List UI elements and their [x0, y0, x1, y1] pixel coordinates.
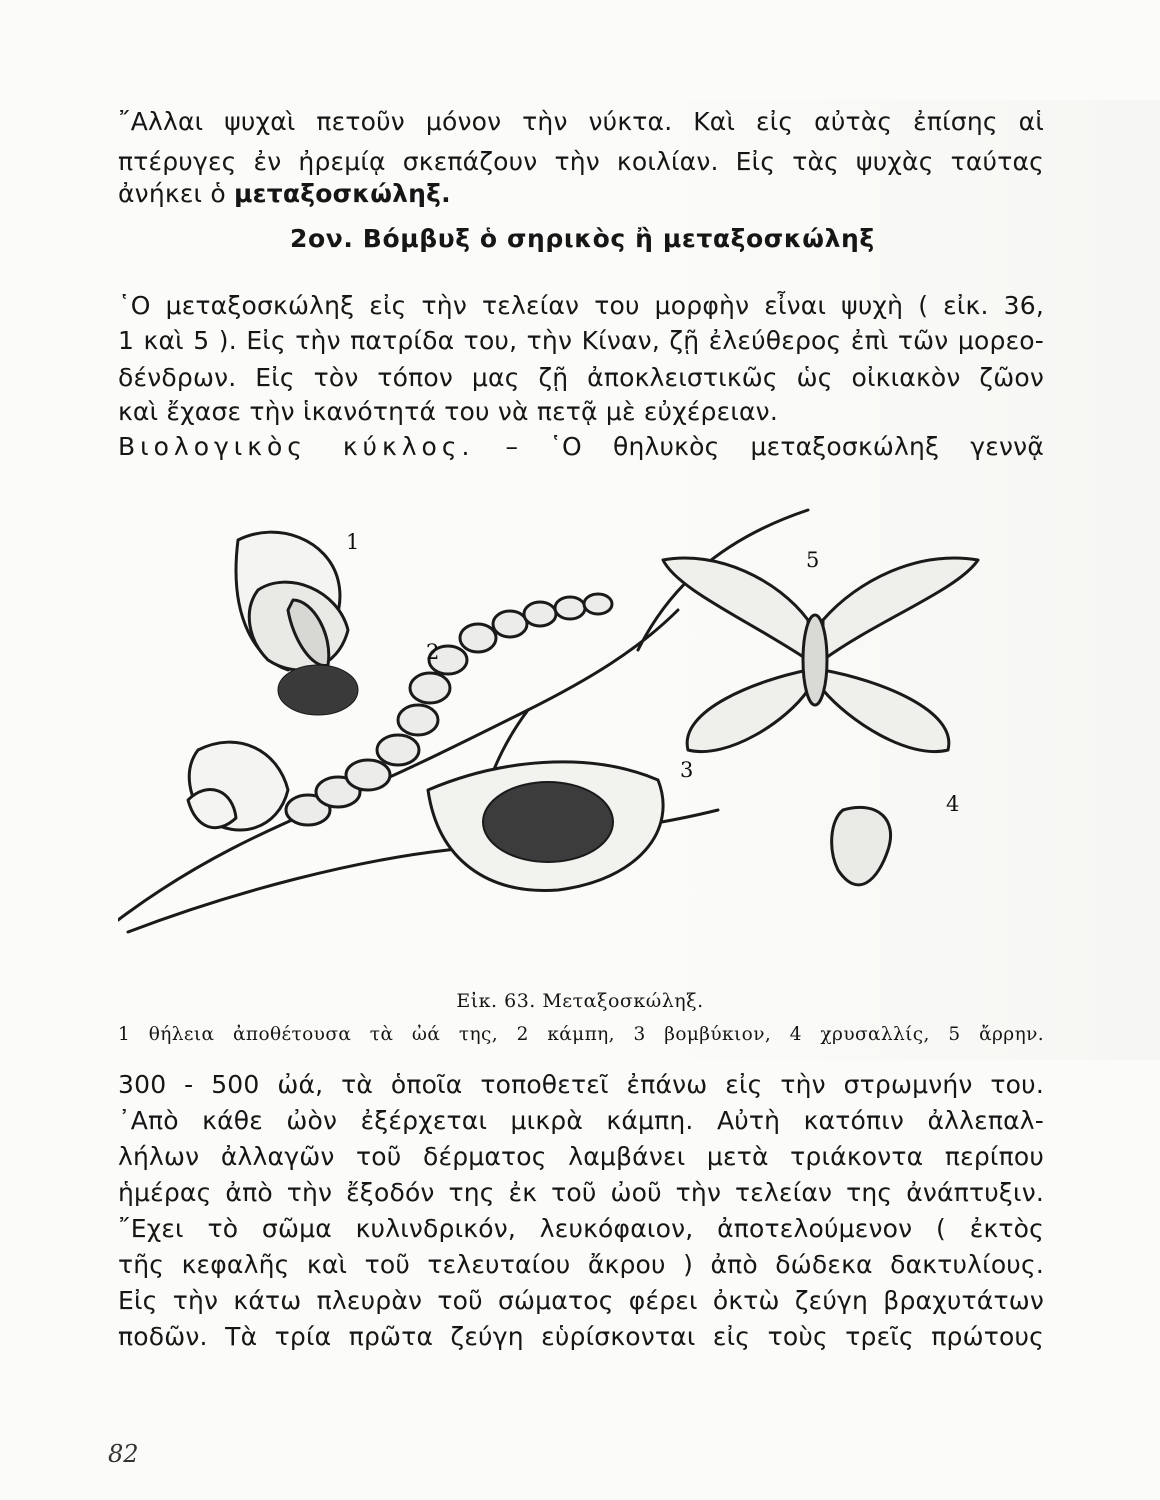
- moth-male-right-wing: [823, 558, 978, 660]
- text-line: δένδρων. Εἰς τὸν τόπον μας ζῇ ἀποκλειστικῶς ὡς οἰκιακὸν ζῶον: [118, 363, 1044, 392]
- moth-male-left-hindwing: [687, 670, 808, 752]
- spaced-term: Βιολογικὸς κύκλος.: [118, 432, 475, 461]
- text-line: ᾿Απὸ κάθε ὠὸν ἐξέρχεται μικρὰ κάμπη. Αὐτὴ κατόπιν ἀλλεπαλ-: [118, 1106, 1044, 1135]
- text-line: [118, 177, 1044, 211]
- text-line: ῾Ο μεταξοσκώληξ εἰς τὴν τελείαν του μορφὴν εἶναι ψυχὴ ( εἰκ. 36,: [118, 291, 1044, 320]
- text-segment: ἀνήκει ὁ: [118, 179, 234, 208]
- silkworm-figure: [118, 500, 1044, 980]
- silkworm-illustration: [118, 500, 1044, 980]
- moth-male-left-wing: [663, 558, 808, 660]
- text-segment: – ῾Ο θηλυκὸς μεταξοσκώληξ γεννᾷ: [505, 432, 1044, 461]
- figure-label: 3: [680, 758, 694, 782]
- egg-cluster: [278, 665, 358, 715]
- text-line: ἡμέρας ἀπὸ τὴν ἔξοδόν της ἐκ τοῦ ὠοῦ τὴν τελείαν της ἀνάπτυξιν.: [118, 1178, 1044, 1207]
- moth-male-body: [803, 615, 827, 705]
- section-heading: 2ον. Βόμβυξ ὁ σηρικὸς ἢ μεταξοσκώληξ: [290, 224, 875, 253]
- text-line: 1 καὶ 5 ). Εἰς τὴν πατρίδα του, τὴν Κίναν, ζῇ ἐλεύθερος ἐπὶ τῶν μορεο-: [118, 326, 1044, 355]
- text-line: Εἰς τὴν κάτω πλευρὰν τοῦ σώματος φέρει ὀκτὼ ζεύγη βραχυτάτων: [118, 1286, 1044, 1315]
- text-line: τῆς κεφαλῆς καὶ τοῦ τελευταίου ἄκρου ) ἀπὸ δώδεκα δακτυλίους.: [118, 1250, 1044, 1279]
- moth-male-right-hindwing: [823, 670, 949, 752]
- text-line: λήλων ἀλλαγῶν τοῦ δέρματος λαμβάνει μετὰ τριάκοντα περίπου: [118, 1142, 1044, 1171]
- figure-label: 4: [946, 792, 960, 816]
- text-line: ῎Αλλαι ψυχαὶ πετοῦν μόνον τὴν νύκτα. Καὶ εἰς αὐτὰς ἐπίσης αἱ: [118, 107, 1044, 136]
- chrysalis: [832, 807, 891, 884]
- text-line: πτέρυγες ἐν ἠρεμίᾳ σκεπάζουν τὴν κοιλίαν. Εἰς τὰς ψυχὰς ταύτας: [118, 147, 1044, 176]
- text-line: ῎Εχει τὸ σῶμα κυλινδρικόν, λευκόφαιον, ἀποτελούμενον ( ἐκτὸς: [118, 1214, 1044, 1243]
- page-number: 82: [108, 1440, 139, 1468]
- figure-label: 5: [806, 548, 820, 572]
- bold-term: μεταξοσκώληξ.: [234, 179, 451, 208]
- text-line: καὶ ἔχασε τὴν ἱκανότητά του νὰ πετᾷ μὲ εὐχέρειαν.: [118, 397, 778, 426]
- figure-legend: 1 θήλεια ἀποθέτουσα τὰ ὠά της, 2 κάμπη, 3 βομβύκιον, 4 χρυσαλλίς, 5 ἄρρην.: [118, 1024, 1044, 1045]
- figure-label: 2: [426, 640, 440, 664]
- text-line: 300 - 500 ὠά, τὰ ὁποῖα τοποθετεῖ ἐπάνω εἰς τὴν στρωμνήν του.: [118, 1070, 1044, 1099]
- figure-caption: Εἰκ. 63. Μεταξοσκώληξ.: [456, 990, 704, 1012]
- text-line: ποδῶν. Τὰ τρία πρῶτα ζεύγη εὑρίσκονται εἰς τοὺς τρεῖς πρώτους: [118, 1322, 1044, 1351]
- cocoon: [483, 782, 613, 862]
- figure-label: 1: [346, 530, 360, 554]
- text-line: [118, 430, 1044, 464]
